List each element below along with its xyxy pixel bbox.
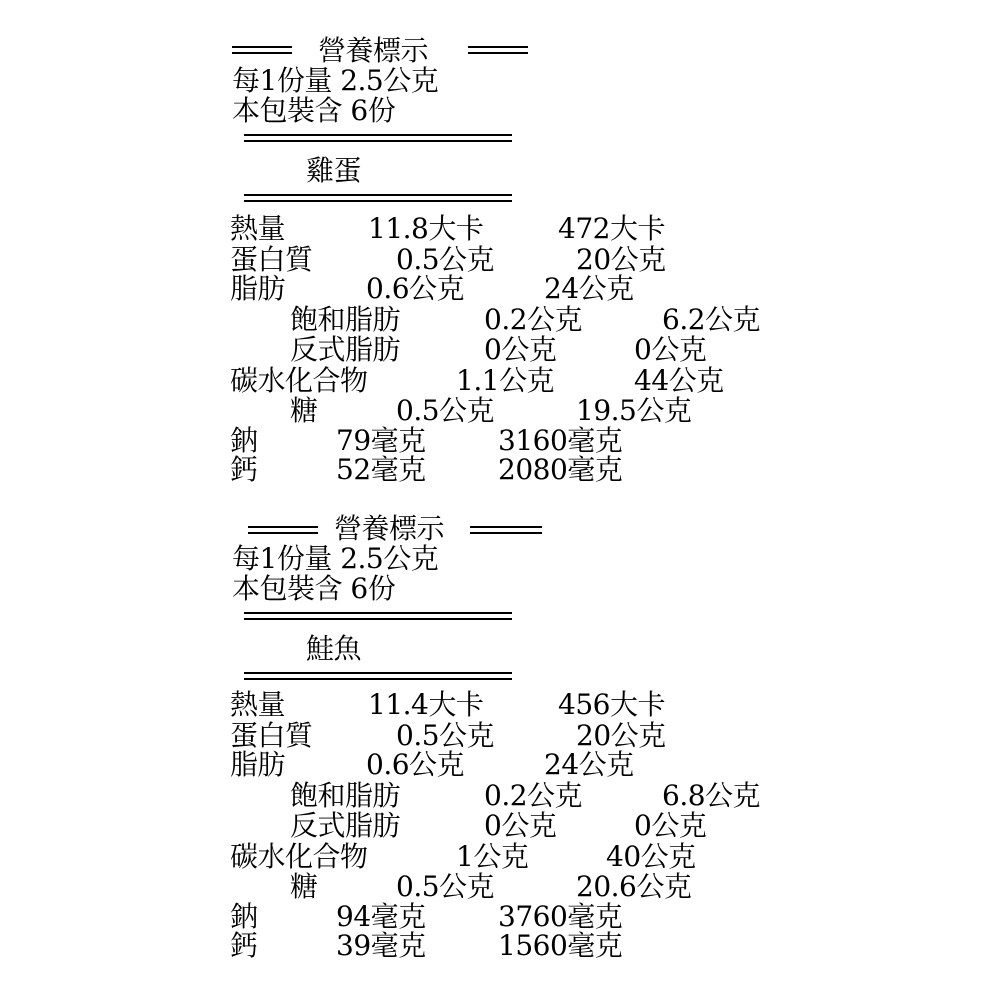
header-rule-left	[248, 526, 318, 534]
total-value: 20公克	[576, 719, 666, 752]
nutrient-name: 碳水化合物	[230, 840, 368, 873]
per-serving-value: 39毫克	[336, 929, 426, 962]
nutrient-name: 脂肪	[230, 748, 286, 781]
servings-per-package: 本包裝含 6份	[232, 572, 396, 605]
per-serving-value: 1公克	[456, 840, 529, 873]
total-value: 3160毫克	[498, 424, 623, 457]
nutrition-label-egg	[0, 0, 1000, 486]
total-value: 6.8公克	[662, 779, 761, 812]
per-serving-value: 79毫克	[336, 424, 426, 457]
total-value: 472大卡	[558, 212, 665, 245]
nutrient-name: 蛋白質	[230, 719, 313, 752]
per-serving-value: 11.4大卡	[368, 688, 484, 721]
nutrient-name: 熱量	[230, 688, 286, 721]
header-rule-left	[232, 46, 292, 54]
nutrient-name: 反式脂肪	[290, 809, 401, 842]
per-serving-value: 1.1公克	[456, 364, 555, 397]
serving-size: 每1份量 2.5公克	[232, 64, 439, 97]
per-serving-value: 0.5公克	[396, 243, 495, 276]
nutrition-label-salmon	[0, 476, 1000, 962]
total-value: 0公克	[634, 333, 707, 366]
nutrient-name: 鈉	[230, 900, 258, 933]
per-serving-value: 0.6公克	[366, 748, 465, 781]
nutrient-name: 蛋白質	[230, 243, 313, 276]
divider-bottom	[244, 194, 512, 202]
per-serving-value: 94毫克	[336, 900, 426, 933]
header-title: 營養標示	[334, 512, 445, 545]
per-serving-value: 0.5公克	[396, 719, 495, 752]
total-value: 40公克	[606, 840, 696, 873]
total-value: 456大卡	[558, 688, 665, 721]
nutrient-name: 鈣	[230, 453, 258, 486]
divider-top	[244, 612, 512, 620]
divider-top	[244, 134, 512, 142]
nutrient-name: 鈉	[230, 424, 258, 457]
product-name: 雞蛋	[306, 154, 362, 187]
total-value: 0公克	[634, 809, 707, 842]
nutrient-name: 碳水化合物	[230, 364, 368, 397]
header-rule-right	[470, 526, 542, 534]
per-serving-value: 0.2公克	[484, 303, 583, 336]
total-value: 24公克	[544, 272, 634, 305]
per-serving-value: 0.5公克	[396, 394, 495, 427]
per-serving-value: 0.2公克	[484, 779, 583, 812]
product-name: 鮭魚	[306, 632, 362, 665]
nutrient-name: 飽和脂肪	[290, 779, 401, 812]
total-value: 3760毫克	[498, 900, 623, 933]
total-value: 20公克	[576, 243, 666, 276]
total-value: 44公克	[634, 364, 724, 397]
nutrient-name: 熱量	[230, 212, 286, 245]
nutrient-name: 鈣	[230, 929, 258, 962]
total-value: 19.5公克	[576, 394, 692, 427]
per-serving-value: 0.5公克	[396, 870, 495, 903]
total-value: 20.6公克	[576, 870, 692, 903]
per-serving-value: 0公克	[484, 333, 557, 366]
divider-bottom	[244, 672, 512, 680]
total-value: 1560毫克	[498, 929, 623, 962]
serving-size: 每1份量 2.5公克	[232, 542, 439, 575]
nutrient-name: 糖	[290, 870, 318, 903]
per-serving-value: 0.6公克	[366, 272, 465, 305]
header-rule-right	[468, 46, 528, 54]
nutrient-name: 飽和脂肪	[290, 303, 401, 336]
nutrient-name: 脂肪	[230, 272, 286, 305]
per-serving-value: 0公克	[484, 809, 557, 842]
per-serving-value: 11.8大卡	[368, 212, 484, 245]
servings-per-package: 本包裝含 6份	[232, 94, 396, 127]
total-value: 2080毫克	[498, 453, 623, 486]
per-serving-value: 52毫克	[336, 453, 426, 486]
total-value: 6.2公克	[662, 303, 761, 336]
nutrient-name: 糖	[290, 394, 318, 427]
header-title: 營養標示	[318, 34, 429, 67]
nutrient-name: 反式脂肪	[290, 333, 401, 366]
total-value: 24公克	[544, 748, 634, 781]
